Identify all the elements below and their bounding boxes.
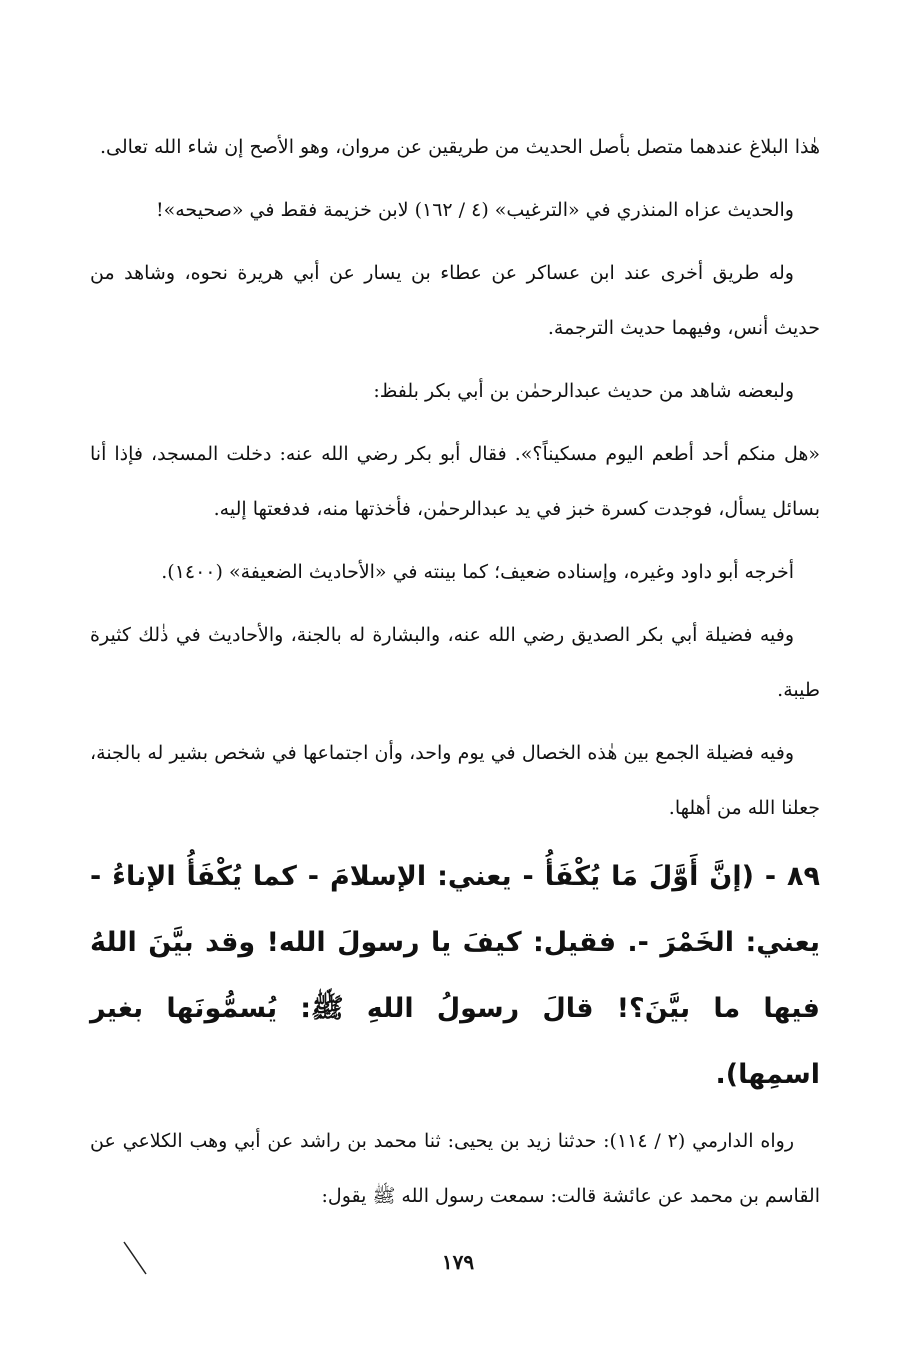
paragraph-3: وله طريق أخرى عند ابن عساكر عن عطاء بن يسار عن أبي هريرة نحوه، وشاهد من حديث أنس، وفيهما حديث الترجمة.: [90, 262, 820, 339]
paragraph-2: والحديث عزاه المنذري في «الترغيب» (٤ / ١٦٢) لابن خزيمة فقط في «صحيحه»!: [155, 199, 794, 221]
page-body: [90, 120, 820, 1232]
paragraph-4: ولبعضه شاهد من حديث عبدالرحمٰن بن أبي بكر بلفظ:: [373, 380, 794, 402]
paragraph-1: هٰذا البلاغ عندهما متصل بأصل الحديث من طريقين عن مروان، وهو الأصح إن شاء الله تعالى.: [100, 136, 820, 158]
hadith-heading: ٨٩ - (إنَّ أَوَّلَ مَا يُكْفَأُ - يعني: الإسلامَ - كما يُكْفَأُ الإناءُ - يعني: الخَمْرَ -. فقيل: كيفَ يا رسولَ الله! وقد بيَّنَ اللهُ فيها ما بيَّنَ؟! قالَ رسولُ اللهِ ﷺ: يُسمُّونَها بغير اسمِها).: [90, 861, 820, 1090]
page-number: ١٧٩: [441, 1250, 475, 1274]
paragraph-5: «هل منكم أحد أطعم اليوم مسكيناً؟». فقال أبو بكر رضي الله عنه: دخلت المسجد، فإذا أنا بسائل يسأل، فوجدت كسرة خبز في يد عبدالرحمٰن، فأخذتها منه، فدفعتها إليه.: [90, 443, 820, 520]
paragraph-7: وفيه فضيلة أبي بكر الصديق رضي الله عنه، والبشارة له بالجنة، والأحاديث في ذٰلك كثيرة طيبة.: [90, 624, 820, 701]
paragraph-8: وفيه فضيلة الجمع بين هٰذه الخصال في يوم واحد، وأن اجتماعها في شخص بشير له بالجنة، جعلنا الله من أهلها.: [90, 742, 820, 819]
narration-paragraph: رواه الدارمي (٢ / ١١٤): حدثنا زيد بن يحيى: ثنا محمد بن راشد عن أبي وهب الكلاعي عن القاسم بن محمد عن عائشة قالت: سمعت رسول الله ﷺ يقول:: [90, 1130, 820, 1207]
paragraph-6: أخرجه أبو داود وغيره، وإسناده ضعيف؛ كما بينته في «الأحاديث الضعيفة» (١٤٠٠).: [161, 561, 794, 583]
